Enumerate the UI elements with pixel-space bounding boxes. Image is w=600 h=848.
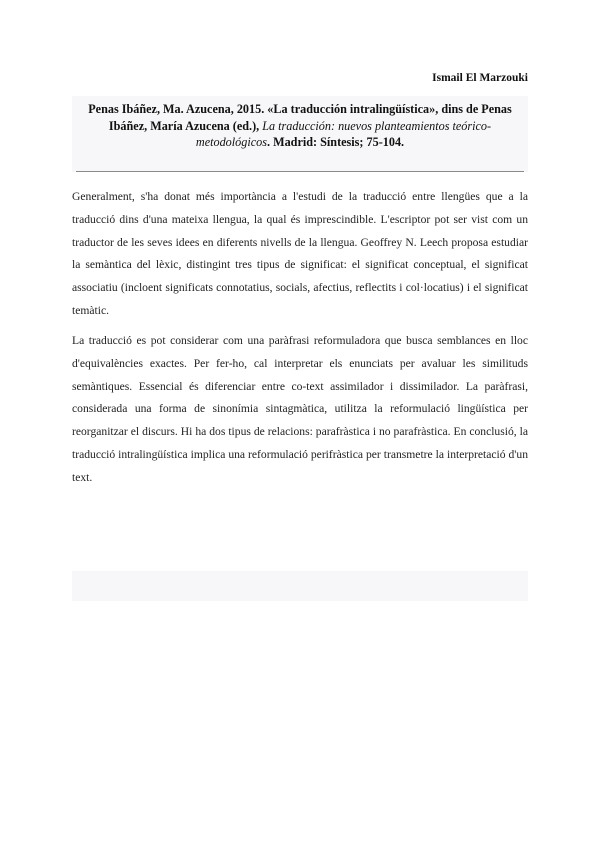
body-paragraph-1: Generalment, s'ha donat més importància a l'estudi de la traducció entre llengües que a la traducció dins d'una mateixa llengua, la qual és imprescindible. L'escriptor pot ser vist com un traductor de les seves idees en diferents nivells de la llengua. Geoffrey N. Leech proposa estudiar la semàntica del lèxic, distingint tres tipus de significat: el significat conceptual, el significat associatiu (incloent significats connotatius, socials, afectius, reflectits i col·locatius) i el significat temàtic.	[72, 190, 528, 317]
body-paragraph-2: La traducció es pot considerar com una paràfrasi reformuladora que busca semblances en lloc d'equivalències exactes. Per fer-ho, cal interpretar els enunciats per avaluar les similituds semàntiques. Essencial és diferenciar entre co-text assimilador i dissimilador. La paràfrasi, considerada una forma de sinonímia sintagmàtica, utilitza la reformulació lingüística per reorganitzar el discurs. Hi ha dos tipus de relacions: parafràstica i no parafràstica. En conclusió, la traducció intralingüística implica una reformulació perifràstica per transmetre la interpretació d'un text.	[72, 334, 528, 484]
reference-publisher: . Madrid: Síntesis; 75-104.	[266, 135, 405, 149]
separator-line	[76, 171, 524, 172]
author-name: Ismail El Marzouki	[432, 72, 528, 84]
reference-book-title: La traducción: nuevos planteamientos teórico-metodológicos	[195, 118, 492, 149]
bibliographic-reference	[80, 101, 520, 151]
reference-authors: Penas Ibáñez, Ma. Azucena, 2015. «La traducción intralingüística», dins de Penas Ibáñez, María Azucena (ed.),	[88, 102, 512, 133]
empty-footer-box	[72, 571, 528, 601]
